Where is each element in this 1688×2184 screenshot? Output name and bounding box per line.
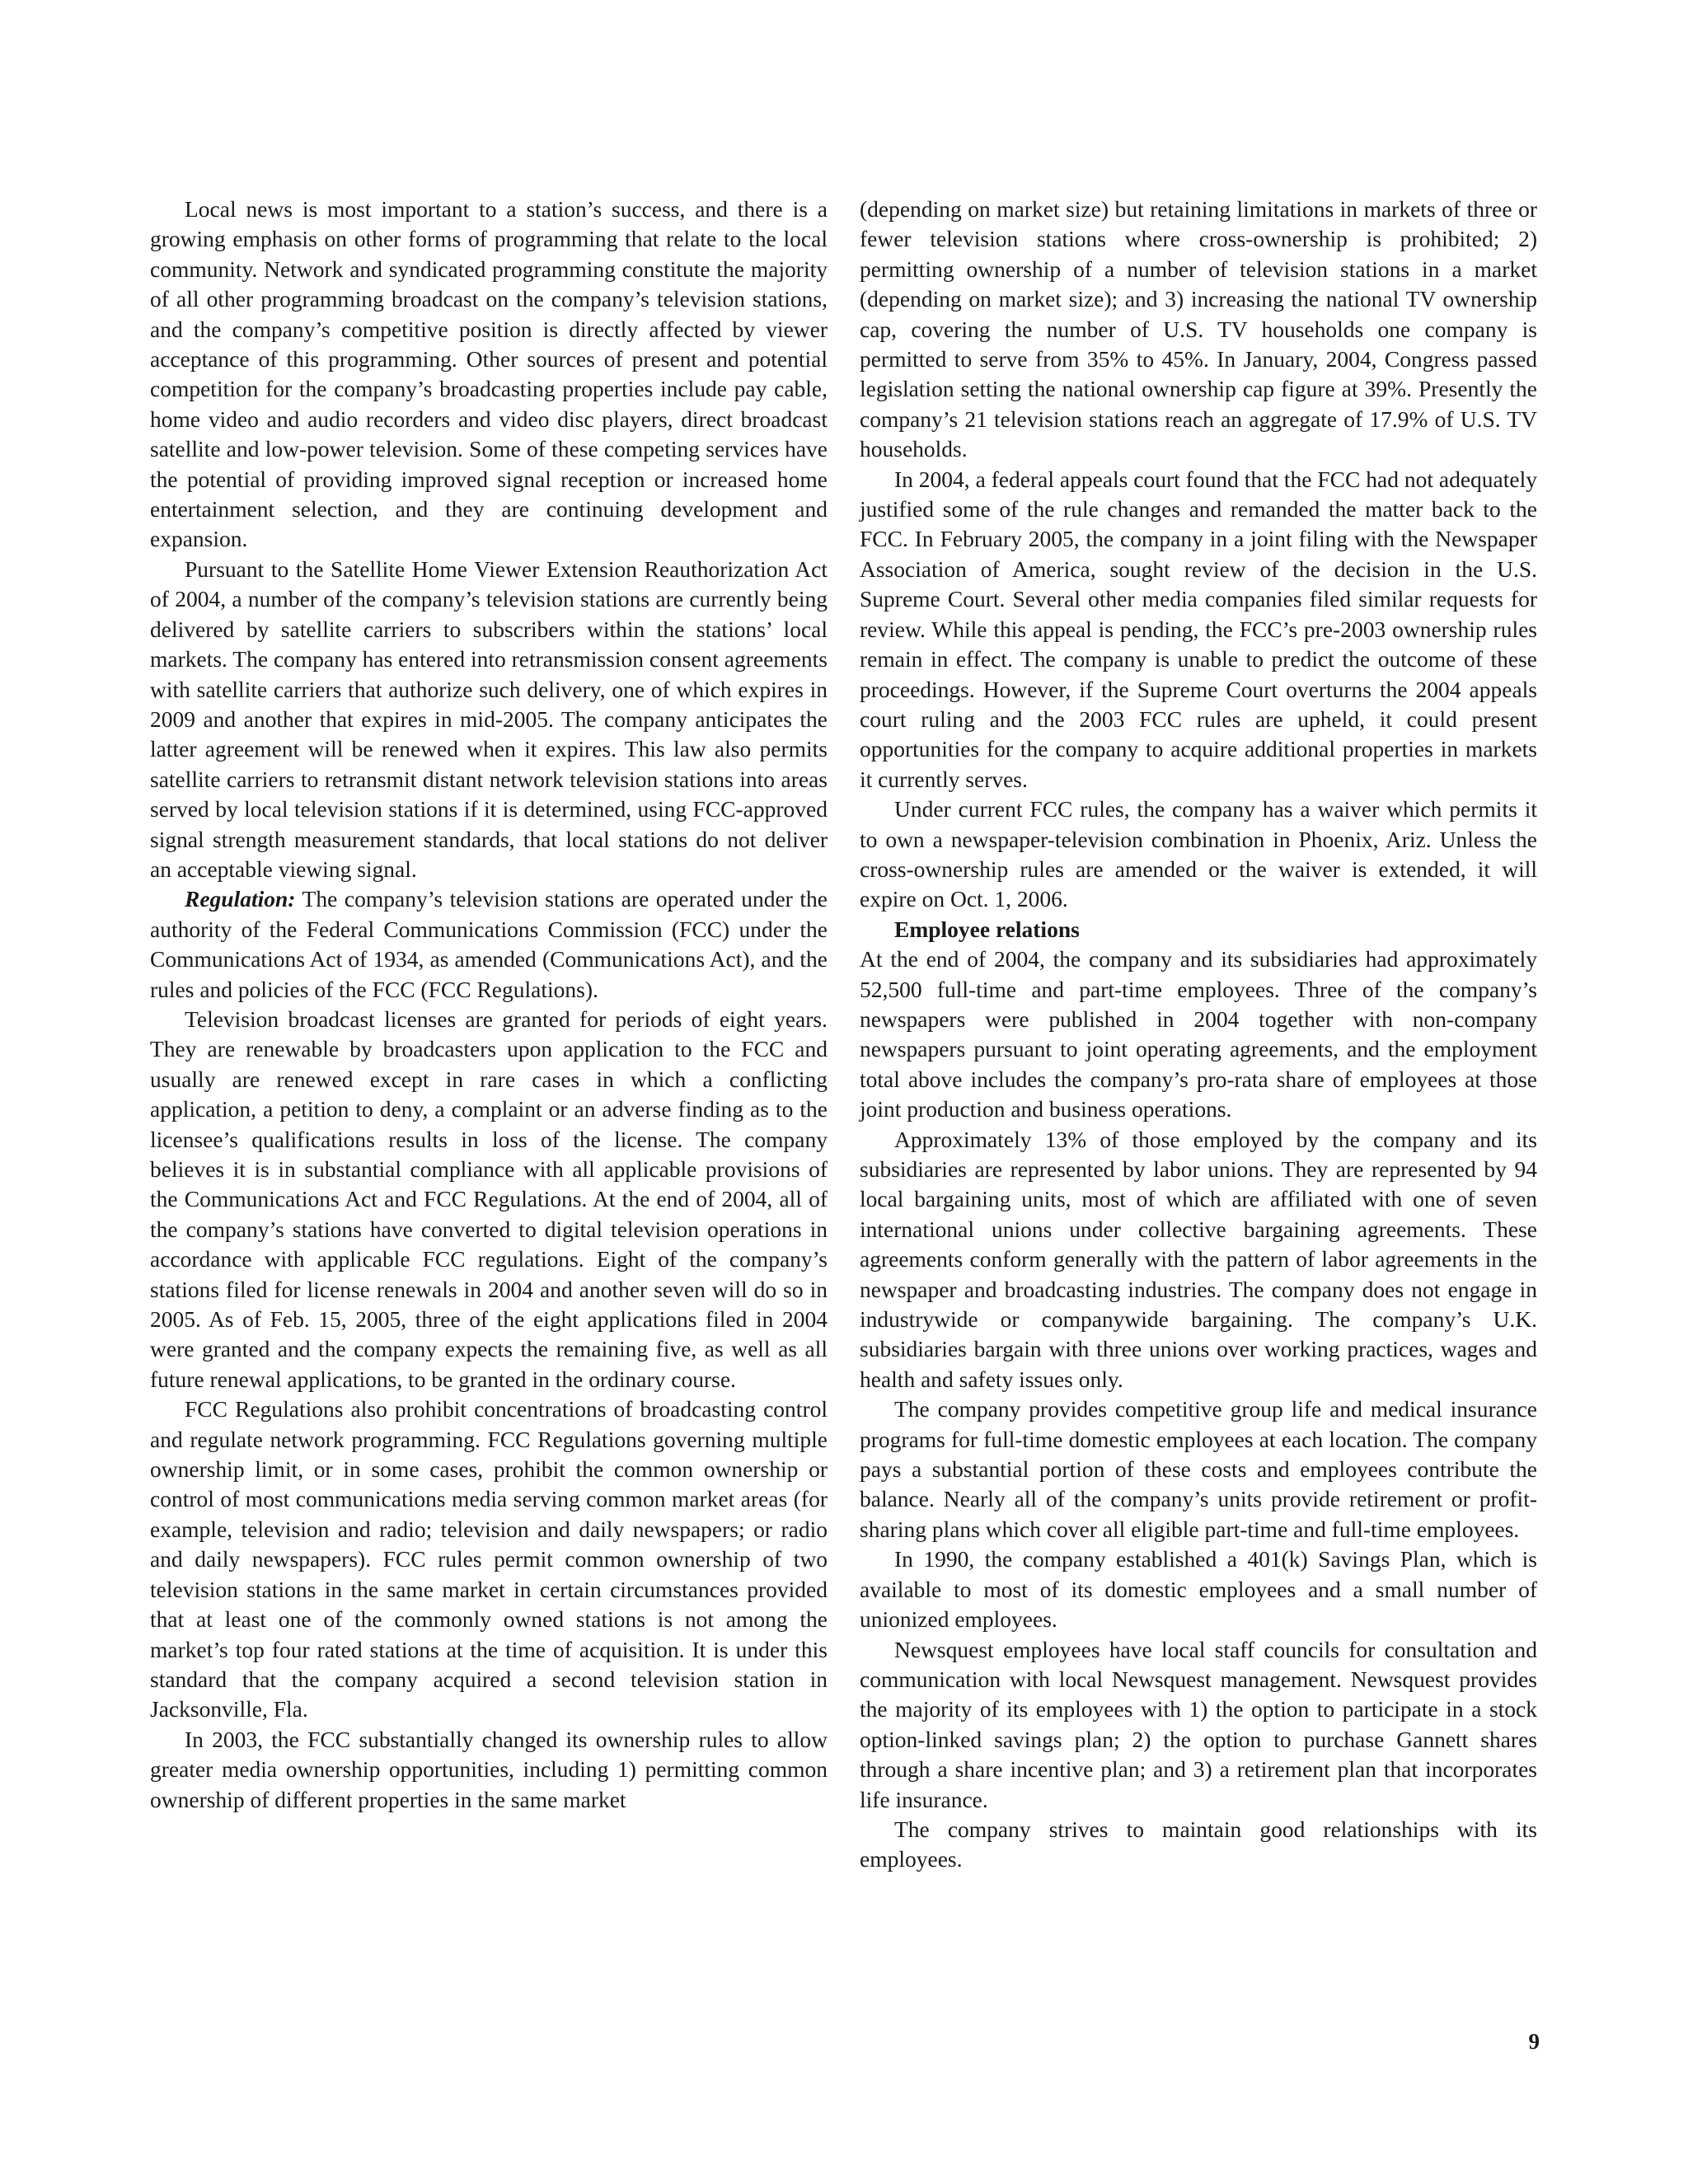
left-column [150,194,828,1815]
paragraph-satellite-act: Pursuant to the Satellite Home Viewer Extension Reauthorization Act of 2004, a number of the company’s television stations are currently being delivered by satellite carriers to subscribers within the stations’ local markets. The company has entered into retransmission consent agreements with satellite carriers that authorize such delivery, one of which expires in 2009 and another that expires in mid-2005. The company anticipates the latter agreement will be renewed when it expires. This law also permits satellite carriers to retransmit distant network television stations into areas served by local television stations if it is determined, using FCC-approved signal strength measurement standards, that local stations do not deliver an acceptable viewing signal. [150,555,828,882]
paragraph-fcc-concentration: FCC Regulations also prohibit concentrations of broadcasting control and regulate network programming. FCC Regulations governing multiple ownership limit, or in some cases, prohibit the common ownership or control of most communications media serving common market areas (for example, television and radio; television and daily newspapers; or radio and daily newspapers). FCC rules permit common ownership of two television stations in the same market in certain circumstances provided that at least one of the commonly owned stations is not among the market’s top four rated stations at the time of acquisition. It is under this standard that the company acquired a second television station in Jacksonville, Fla. [150,1396,828,1722]
section-heading-employee-relations: Employee relations [894,916,1080,942]
paragraph-2003-rules: In 2003, the FCC substantially changed its ownership rules to allow greater media ownership opportunities, including 1) permitting common ownership of different properties in the same market [150,1726,828,1812]
page-number: 9 [1528,2029,1540,2054]
right-column [860,194,1537,1875]
paragraph-appeals-court: In 2004, a federal appeals court found that the FCC had not adequately justified some of the rule changes and remanded the matter back to the FCC. In February 2005, the company in a joint filing with the Newspaper Association of America, sought review of the decision in the U.S. Supreme Court. Several other media companies filed similar requests for review. While this appeal is pending, the FCC’s pre-2003 ownership rules remain in effect. The company is unable to predict the outcome of these proceedings. However, if the Supreme Court overturns the 2004 appeals court ruling and the 2003 FCC rules are upheld, it could present opportunities for the company to acquire additional properties in markets it currently serves. [860,466,1537,792]
regulation-text: The company’s television stations are operated under the authority of the Federal Communications Commission (FCC) under the Communications Act of 1934, as amended (Communications Act), and the rules and policies of the FCC (FCC Regulations). [150,886,828,1002]
paragraph-licenses: Television broadcast licenses are granted for periods of eight years. They are renewable by broadcasters upon application to the FCC and usually are renewed except in rare cases in which a conflicting application, a petition to deny, a complaint or an adverse finding as to the licensee’s qualifications results in loss of the license. The company believes it is in substantial compliance with all applicable provisions of the Communications Act and FCC Regulations. At the end of 2004, all of the company’s stations have converted to digital television operations in accordance with applicable FCC regulations. Eight of the company’s stations filed for license renewals in 2004 and another seven will do so in 2005. As of Feb. 15, 2005, three of the eight applications filed in 2004 were granted and the company expects the remaining five, as well as all future renewal applications, to be granted in the ordinary course. [150,1005,828,1392]
paragraph-401k: In 1990, the company established a 401(k) Savings Plan, which is available to most of its domestic employees and a small number of unionized employees. [860,1546,1537,1633]
paragraph-local-news: Local news is most important to a station’s success, and there is a growing emphasis on other forms of programming that relate to the local community. Network and syndicated programming constitute the majority of all other programming broadcast on the company’s television stations, and the company’s competitive position is directly affected by viewer acceptance of this programming. Other sources of present and potential competition for the company’s broadcasting properties include pay cable, home video and audio recorders and video disc players, direct broadcast satellite and low-power television. Some of these competing services have the potential of providing improved signal reception or increased home entertainment selection, and they are continuing development and expansion. [150,196,828,552]
paragraph-regulation [150,884,828,1005]
regulation-run-in-label: Regulation: [185,886,296,912]
paragraph-employee-count: At the end of 2004, the company and its subsidiaries had approximately 52,500 full-time and part-time employees. Three of the company’s newspapers were published in 2004 together with non-company newspapers pursuant to joint operating agreements, and the employment total above includes the company’s pro-rata share of employees at those joint production and business operations. [860,946,1537,1122]
paragraph-waiver: Under current FCC rules, the company has a waiver which permits it to own a newspaper-television combination in Phoenix, Ariz. Unless the cross-ownership rules are amended or the waiver is extended, it will expire on Oct. 1, 2006. [860,796,1537,912]
paragraph-ownership-continued: (depending on market size) but retaining limitations in markets of three or fewer television stations where cross-ownership is prohibited; 2) permitting ownership of a number of television stations in a market (depending on market size); and 3) increasing the national TV ownership cap, covering the number of U.S. TV households one company is permitted to serve from 35% to 45%. In January, 2004, Congress passed legislation setting the national ownership cap figure at 39%. Presently the company’s 21 television stations reach an aggregate of 17.9% of U.S. TV households. [860,196,1537,462]
paragraph-labor-unions: Approximately 13% of those employed by the company and its subsidiaries are represented by labor unions. They are represented by 94 local bargaining units, most of which are affiliated with one of seven international unions under collective bargaining agreements. These agreements conform generally with the pattern of labor agreements in the newspaper and broadcasting industries. The company does not engage in industrywide or companywide bargaining. The company’s U.K. subsidiaries bargain with three unions over working practices, wages and health and safety issues only. [860,1126,1537,1392]
paragraph-newsquest: Newsquest employees have local staff councils for consultation and communication with local Newsquest management. Newsquest provides the majority of its employees with 1) the option to participate in a stock option-linked savings plan; 2) the option to purchase Gannett shares through a share incentive plan; and 3) a retirement plan that incorporates life insurance. [860,1636,1537,1812]
paragraph-relationships: The company strives to maintain good relationships with its employees. [860,1816,1537,1872]
paragraph-insurance: The company provides competitive group life and medical insurance programs for full-time domestic employees at each location. The company pays a substantial portion of these costs and employees contribute the balance. Nearly all of the company’s units provide retirement or profit-sharing plans which cover all eligible part-time and full-time employees. [860,1396,1537,1542]
